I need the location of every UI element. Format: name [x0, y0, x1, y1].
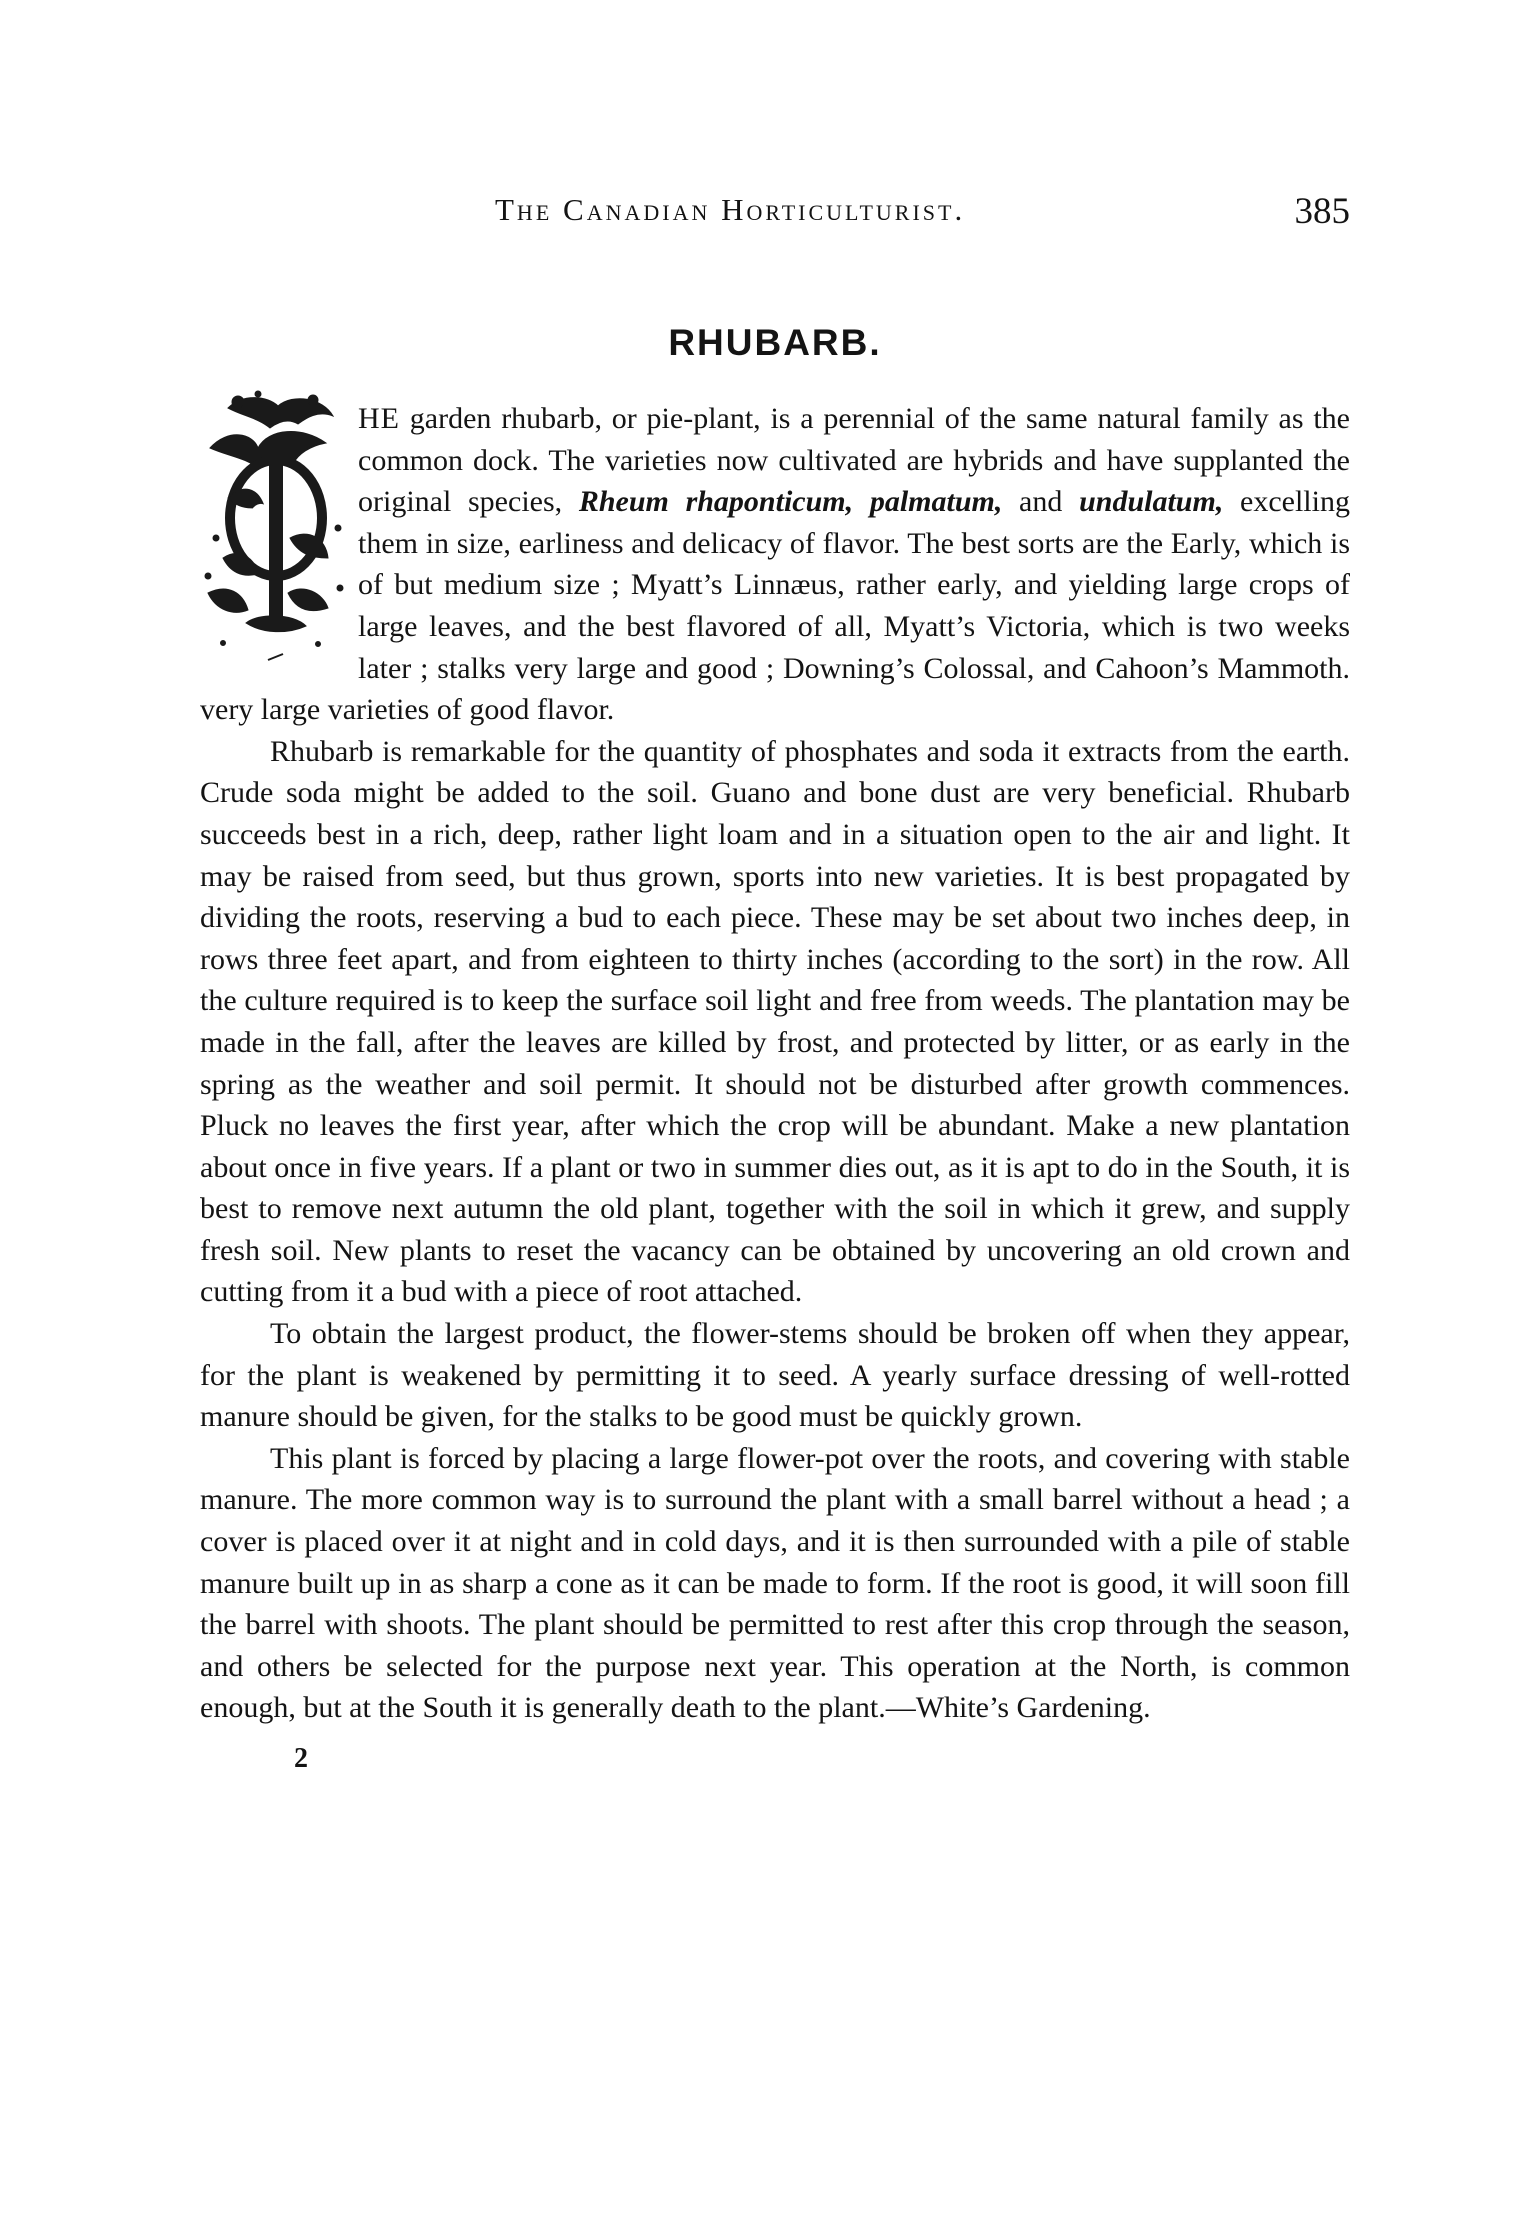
running-head [200, 192, 1350, 242]
article-title: RHUBARB. [668, 322, 882, 363]
paragraph-1 [200, 398, 1350, 731]
paragraph-1-text: garden rhubarb, or pie-plant, is a perennial of the same natural family as the common dock. The varieties now cultivated are hybrids and have supplanted the original species, [358, 402, 1350, 519]
dropcap-spacer [200, 398, 358, 660]
conjunction-text: and [1002, 485, 1080, 519]
first-word: HE [358, 402, 400, 435]
species-name-1: Rheum rhaponticum, palmatum, [578, 485, 1003, 519]
paragraph-4: This plant is forced by placing a large flower-pot over the roots, and covering with stable manure. The more common way is to surround the plant with a small barrel without a head ; a cover is placed over it at night and in cold days, and it is then surrounded with a pile of stable manure built up in as sharp a cone as it can be made to form. If the root is good, it will soon fill the barrel with shoots. The plant should be permitted to rest after this crop through the season, and others be selected for the purpose next year. This operation at the North, is common enough, but at the South it is generally death to the plant.—White’s Gardening. [200, 1441, 1350, 1725]
paragraph-1-end: excelling them in size, earliness and delicacy of flavor. The best sorts are the Early, which is of but medium size ; Myatt’s Linnæus, rather early, and yielding large crops of large leaves, and the best flavored of all, Myatt’s Victoria, which is two weeks later ; stalks very large and good ; Downing’s Colossal, and Cahoon’s Mammoth. very large varieties of good flavor. [200, 485, 1350, 727]
species-name-2: undulatum, [1079, 485, 1224, 519]
page-number: 385 [1294, 191, 1350, 232]
signature-mark: 2 [294, 1743, 308, 1774]
journal-title: The Canadian Horticulturist. [495, 192, 966, 227]
paragraph-3: To obtain the largest product, the flower-stems should be broken off when they appear, for the plant is weakened by permitting it to seed. A yearly surface dressing of well-rotted manure should be given, for the stalks to be good must be quickly grown. [200, 1317, 1350, 1434]
paragraph-2: Rhubarb is remarkable for the quantity of phosphates and soda it extracts from the earth. Crude soda might be added to the soil. Guano and bone dust are very beneficial. Rhubarb succeeds best in a rich, deep, rather light loam and in a situation open to the air and light. It may be raised from seed, but thus grown, sports into new varieties. It is best propagated by dividing the roots, reserving a bud to each piece. These may be set about two inches deep, in rows three feet apart, and from eighteen to thirty inches (according to the sort) in the row. All the culture required is to keep the surface soil light and free from weeds. The plantation may be made in the fall, after the leaves are killed by frost, and protected by litter, or as early in the spring as the weather and soil permit. It should not be disturbed after growth commences. Pluck no leaves the first year, after which the crop will be abundant. Make a new plantation about once in five years. If a plant or two in summer dies out, as it is apt to do in the South, it is best to remove next autumn the old plant, together with the soil in which it grew, and supply fresh soil. New plants to reset the vacancy can be obtained by uncovering an old crown and cutting from it a bud with a piece of root attached. [200, 734, 1350, 1309]
article-body [200, 398, 1350, 1729]
